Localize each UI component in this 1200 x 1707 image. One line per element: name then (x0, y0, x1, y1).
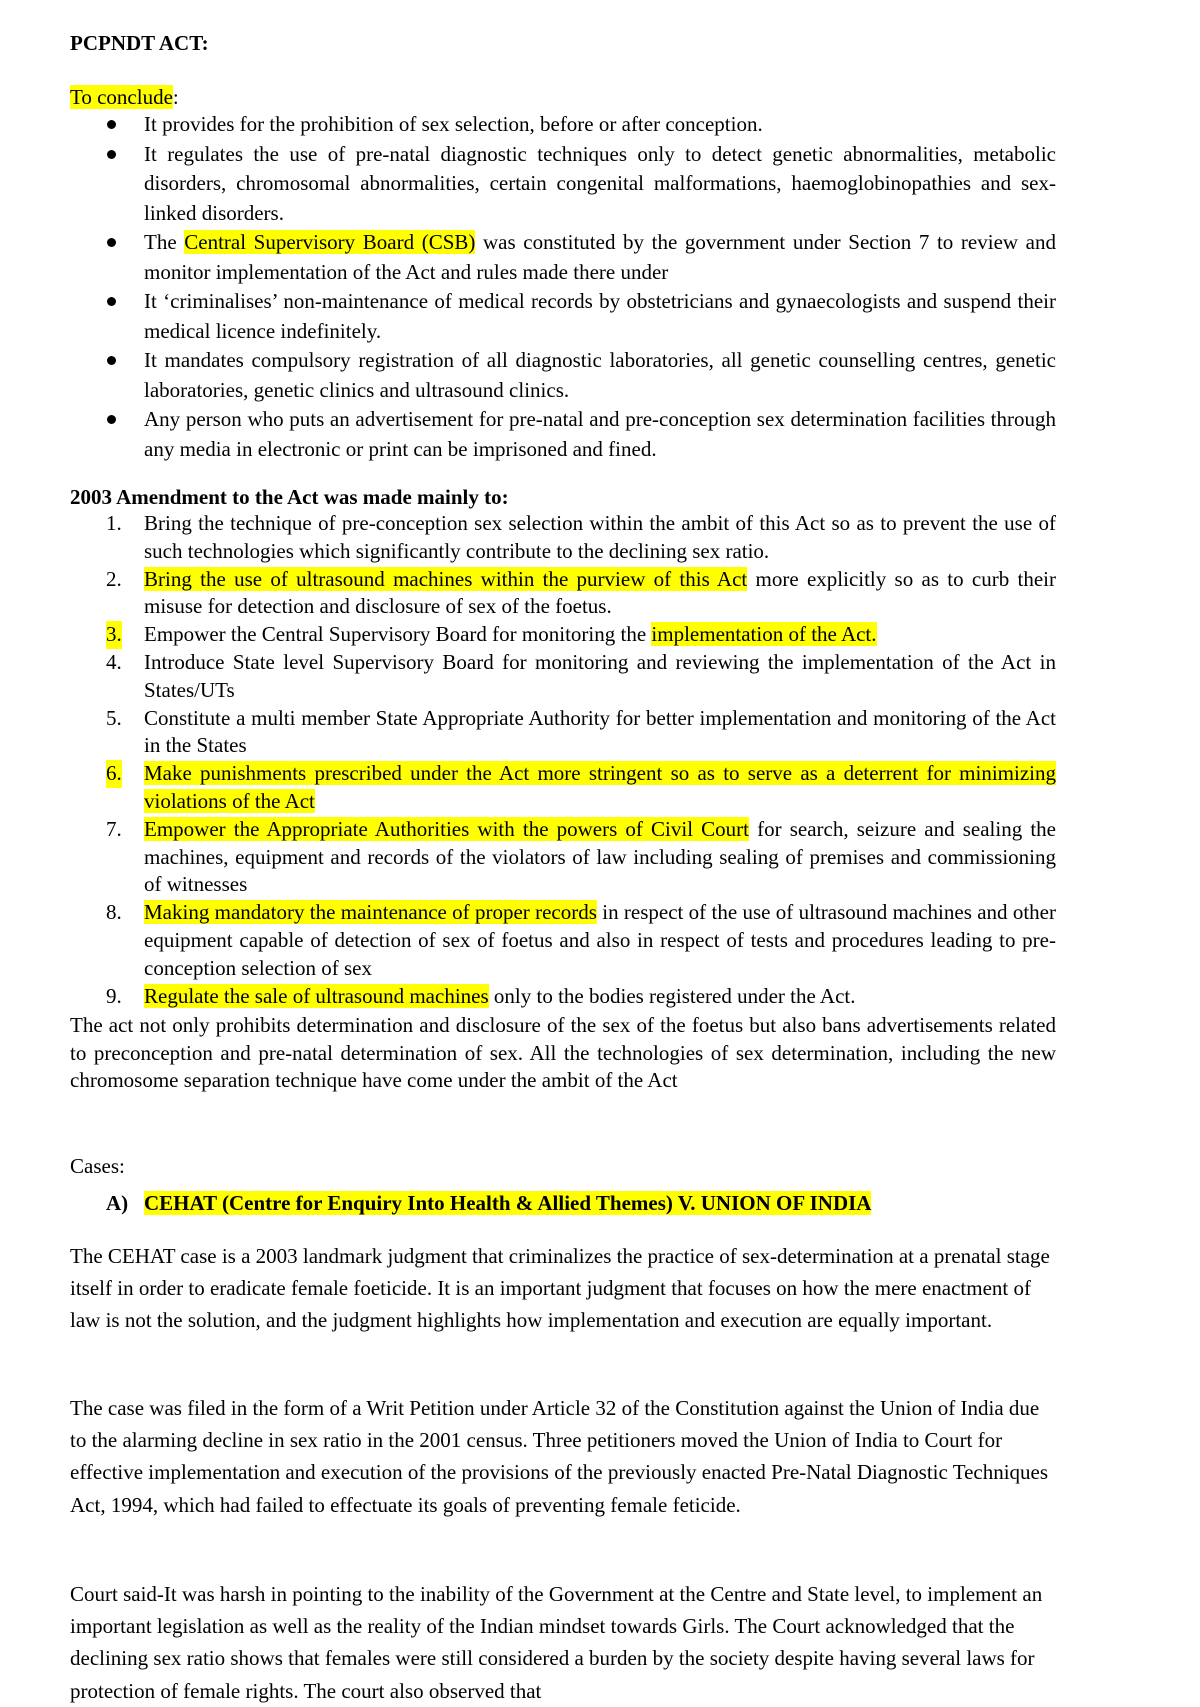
item-number: 3. (106, 621, 122, 649)
list-item (70, 621, 1056, 649)
item-number: 5. (106, 705, 122, 730)
item-text-post: more explicitly so as to curb their misuse for detection and disclosure of sex of the foetus. (144, 566, 1056, 619)
list-item (70, 649, 1056, 705)
bullet-icon (107, 415, 116, 424)
case-a-letter: A) (106, 1191, 129, 1215)
item-number: 6. (106, 760, 122, 788)
document-title: PCPNDT ACT: (70, 31, 209, 55)
item-number: 8. (106, 900, 122, 925)
list-item (70, 899, 1056, 982)
case-a-title: CEHAT (Centre for Enquiry Into Health & Allied Themes) V. UNION OF INDIA (144, 1191, 872, 1215)
list-item (70, 110, 1056, 140)
conclusion-list (70, 110, 1056, 464)
bullet-text-post: was constituted by the government under Section 7 to review and monitor implementation of the Act and rules made there under (144, 230, 1056, 284)
case-a-heading (106, 1189, 871, 1217)
item-text-pre: Empower the Central Supervisory Board for monitoring the (144, 622, 652, 647)
bullet-icon (107, 297, 116, 306)
amendment-heading: 2003 Amendment to the Act was made mainly to: (70, 485, 509, 509)
item-text-post: only to the bodies registered under the Act. (488, 983, 856, 1008)
list-item (70, 140, 1056, 229)
item-text-highlight: Make punishments prescribed under the Act more stringent so as to serve as a deterrent for minimizing violations of the Act (144, 761, 1056, 813)
case-paragraph: The CEHAT case is a 2003 landmark judgment that criminalizes the practice of sex-determination at a prenatal stage itself in order to eradicate female foeticide. It is an important judgment that focuses on how the mere enactment of law is not the solution, and the judgment highlights how implementation and execution are equally important. (70, 1244, 1050, 1333)
bullet-text-pre: The (144, 230, 185, 254)
item-number: 4. (106, 649, 122, 674)
item-text-pre: Bring the technique of pre-conception sex selection within the ambit of this Act so as to prevent the use of such technologies which significantly contribute to the declining sex ratio. (144, 511, 1056, 563)
bullet-text: Any person who puts an advertisement for pre-natal and pre-conception sex determination facilities through any media in electronic or print can be imprisoned and fined. (144, 407, 1056, 461)
conclude-label: To conclude (70, 85, 173, 109)
cases-label: Cases: (70, 1154, 125, 1178)
list-item (70, 346, 1056, 405)
list-item (70, 705, 1056, 761)
list-item (70, 287, 1056, 346)
item-text-pre: Introduce State level Supervisory Board for monitoring and reviewing the implementation of the Act in States/UTs (144, 649, 1056, 702)
bullet-text: It mandates compulsory registration of all diagnostic laboratories, all genetic counselling centres, genetic laboratories, genetic clinics and ultrasound clinics. (144, 348, 1056, 402)
case-paragraph: Court said-It was harsh in pointing to the inability of the Government at the Centre and State level, to implement an important legislation as well as the reality of the Indian mindset towards Girls. The Court acknowledged that the declining sex ratio shows that females were still considered a burden by the society despite having several laws for protection of female rights. The court also observed that (70, 1582, 1043, 1703)
bullet-text-highlight: Central Supervisory Board (CSB) (184, 230, 476, 254)
item-text-highlight: Regulate the sale of ultrasound machines (144, 983, 489, 1008)
list-item (70, 510, 1056, 566)
conclude-colon: : (172, 85, 179, 109)
item-text-post: in respect of the use of ultrasound machines and other equipment capable of detection of sex of foetus and also in respect of tests and procedures leading to pre-conception selection of sex (144, 900, 1056, 980)
list-item (70, 983, 1056, 1011)
list-item (70, 816, 1056, 899)
bullet-icon (107, 356, 116, 365)
list-item (70, 760, 1056, 816)
list-item (70, 405, 1056, 464)
bullet-text: It provides for the prohibition of sex selection, before or after conception. (144, 112, 763, 136)
item-number: 2. (106, 566, 122, 591)
bullet-text: It regulates the use of pre-natal diagnostic techniques only to detect genetic abnormalities, metabolic disorders, chromosomal abnormalities, certain congenital malformations, haemoglobinopathies and sex-linked disorders. (144, 141, 1056, 225)
item-text-highlight: Empower the Appropriate Authorities with the powers of Civil Court (144, 816, 749, 841)
item-number: 1. (106, 511, 122, 535)
item-text-post: for search, seizure and sealing the machines, equipment and records of the violators of law including sealing of premises and commissioning of witnesses (144, 816, 1056, 897)
item-text-highlight: Making mandatory the maintenance of proper records (144, 900, 597, 925)
case-paragraph: The case was filed in the form of a Writ Petition under Article 32 of the Constitution against the Union of India due to the alarming decline in sex ratio in the 2001 census. Three petitioners moved the Union of India to Court for effective implementation and execution of the provisions of the previously enacted Pre-Natal Diagnostic Techniques Act, 1994, which had failed to effectuate its goals of preventing female feticide. (70, 1396, 1049, 1517)
item-number: 7. (106, 816, 122, 841)
item-text-highlight: Bring the use of ultrasound machines within the purview of this Act (144, 566, 748, 591)
list-item (70, 566, 1056, 622)
bullet-icon (107, 150, 116, 159)
item-text-pre: Constitute a multi member State Appropriate Authority for better implementation and monitoring of the Act in the States (144, 705, 1056, 758)
bullet-icon (107, 120, 116, 129)
list-item (70, 228, 1056, 287)
conclude-heading (70, 84, 179, 110)
item-number: 9. (106, 983, 122, 1008)
bullet-text: It ‘criminalises’ non-maintenance of medical records by obstetricians and gynaecologists and suspend their medical licence indefinitely. (144, 289, 1056, 343)
item-text-highlight: implementation of the Act. (651, 622, 877, 647)
amendment-list (70, 510, 1056, 1010)
bullet-icon (107, 238, 116, 247)
act-paragraph: The act not only prohibits determination and disclosure of the sex of the foetus but also bans advertisements related to preconception and pre-natal determination of sex. All the technologies of sex determination, including the new chromosome separation technique have come under the ambit of the Act (70, 1013, 1056, 1092)
